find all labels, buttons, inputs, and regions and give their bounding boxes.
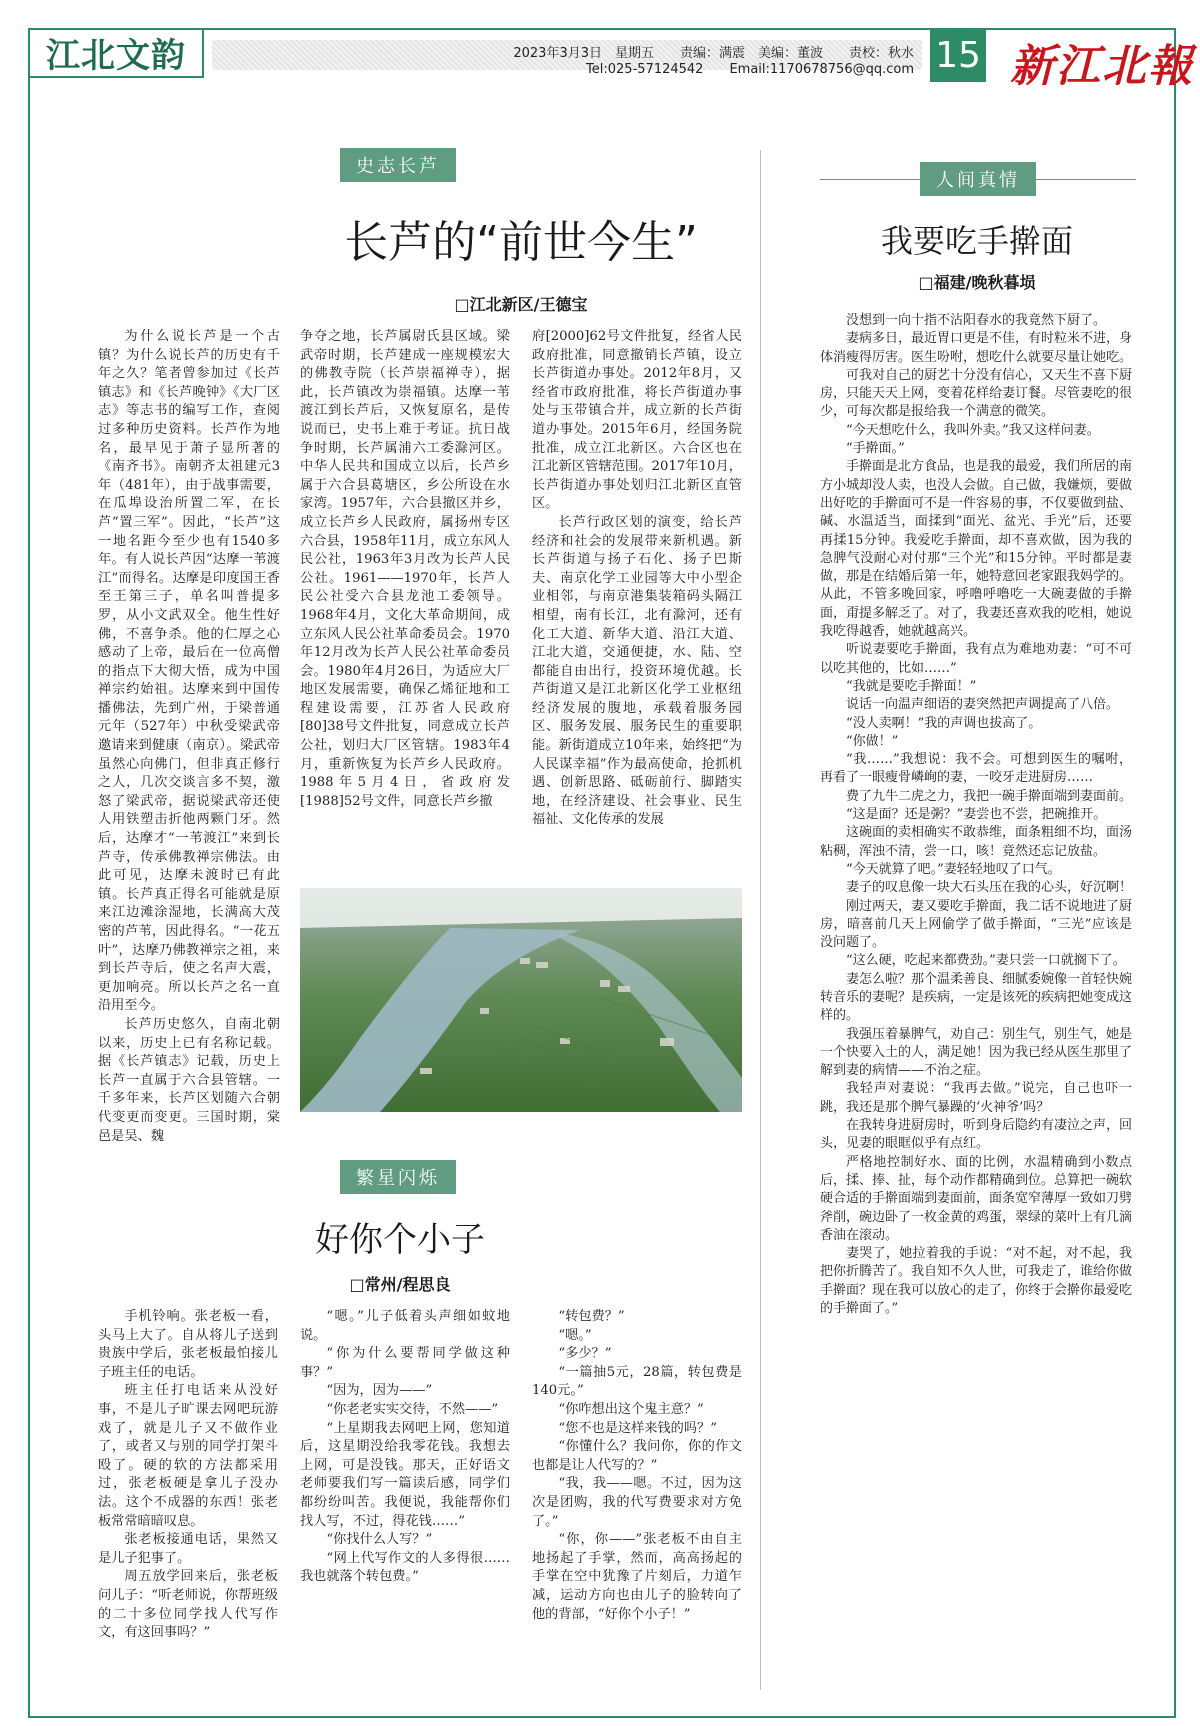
article2-paragraph: 妻怎么啦？那个温柔善良、细腻委婉像一首轻快婉转音乐的妻呢？是疾病，一定是该死的疾病把她变成这样的。 xyxy=(820,971,1133,1024)
section-box xyxy=(30,28,204,78)
article2-paragraph: 妻病多日，最近胃口更是不佳，有时粒米不进，身体消瘦得厉害。医生吩咐，想吃什么就要尽量让她吃。 xyxy=(820,331,1133,365)
article3-column-3 xyxy=(532,1308,742,1698)
article2-paragraph: “这是面？还是粥？”妻尝也不尝，把碗推开。 xyxy=(846,807,1107,823)
article3-column-label: 繁星闪烁 xyxy=(340,1160,456,1194)
article3-column-tag xyxy=(340,1160,456,1194)
article2-column-tag xyxy=(820,162,1136,196)
article2-paragraph: “这么硬，吃起来都费劲。”妻只尝一口就搁下了。 xyxy=(846,953,1126,969)
article2-paragraph: “手擀面。” xyxy=(846,441,905,457)
article2-paragraph: 在我转身进厨房时，听到身后隐约有凄泣之声，回头，见妻的眼眶似乎有点红。 xyxy=(820,1118,1133,1152)
article3-title: 好你个小子 xyxy=(315,1220,485,1260)
article2-paragraph: 刚过两天，妻又要吃手擀面，我二话不说地进了厨房，暗喜前几天上网偷学了做手擀面，“三光”应该是没问题了。 xyxy=(820,898,1133,951)
aerial-photo-illustration xyxy=(300,888,742,1112)
article1-column-tag xyxy=(340,148,456,182)
section-title: 江北文韵 xyxy=(46,35,186,76)
article1-title: 长芦的“前世今生” xyxy=(344,217,698,268)
article1-column-3 xyxy=(532,328,742,858)
article3-paragraph: “因为，因为——” xyxy=(326,1383,433,1399)
article3-paragraph: “多少？” xyxy=(558,1346,612,1362)
article1-column-label: 史志长芦 xyxy=(340,148,456,182)
article1-column-2 xyxy=(300,328,510,858)
article3-paragraph: “上星期我去网吧上网，您知道后，这星期没给我零花钱。我想去上网，可是没钱。那天，正好语文老师要我们写一篇读后感，同学们都纷纷叫苦。我便说，我能帮你们找人写，不过，得花钱……” xyxy=(300,1420,510,1529)
article1-paragraph: 为什么说长芦是一个古镇？为什么说长芦的历史有千年之久？笔者曾参加过《长芦镇志》和《长芦晚钟》《大厂区志》等志书的编写工作，查阅过多种历史资料。长芦作为地名，最早见于萧子显所著的《南齐书》。南朝齐太祖建元3年（481年），由于战事需要，在瓜埠设治所置二军，在长芦“置三军”。因此，“长芦”这一地名距今至少也有1540多年。有人说长芦因“达摩一苇渡江”而得名。达摩是印度国王香至王第三子，单名叫普提多罗，从小文武双全。他生性好佛，不喜争杀。他的仁厚之心感动了上帝，最后在一位高僧的指点下大彻大悟，成为中国禅宗约始祖。达摩来到中国传播佛法，先到广州，于梁普通元年（527年）中秋受梁武帝邀请来到健康（南京）。梁武帝虽然心向佛门，但非真正修行之人，几次交谈言多不契，激怒了梁武帝，据说梁武帝还使人用铁塑击折他两颗门牙。然后，达摩才“一苇渡江”来到长芦寺，传承佛教禅宗佛法。由此可见，达摩未渡时已有此镇。长芦真正得名可能就是原来江边滩涂湿地，长满高大茂密的芦苇，因此得名。“一花五叶”，达摩乃佛教禅宗之祖，来到长芦寺后，使之名声大震，更加响亮。所以长芦之名一直沿用至今。 xyxy=(98,329,280,1014)
page-number-box xyxy=(930,28,986,82)
article1-column-1 xyxy=(98,328,280,1144)
article2-paragraph: 可我对自己的厨艺十分没有信心，又天生不喜下厨房，只能天天上网，变着花样给妻订餐。尽管妻吃的很少，可每次都是报给我一个满意的微笑。 xyxy=(820,367,1133,420)
article2-paragraph: 没想到一向十指不沾阳春水的我竟然下厨了。 xyxy=(846,313,1107,328)
aerial-river-photo xyxy=(300,888,742,1112)
article2-paragraph: 听说妻要吃手擀面，我有点为难地劝妻：“可不可以吃其他的，比如……” xyxy=(820,642,1132,676)
tag-rule-left xyxy=(820,179,920,180)
tag-rule-right xyxy=(1036,179,1136,180)
issue-date-editors: 2023年3月3日 星期五 责编：满震 美编：董波 责校：秋水 xyxy=(513,46,914,61)
article2-paragraph: 这碗面的卖相确实不敢恭维，面条粗细不均，面汤粘稠，浑浊不清，尝一口，咳！竟然还忘记放盐。 xyxy=(820,825,1133,859)
article3-paragraph: “你，你——”张老板不由自主地扬起了手掌，然而，高高扬起的手掌在空中犹豫了片刻后，力道乍减，运动方向也由儿子的脸转向了他的背部，“好你个小子！” xyxy=(532,1532,742,1622)
header-meta-bar xyxy=(212,40,922,77)
article3-paragraph: 手机铃响。张老板一看，头马上大了。自从将儿子送到贵族中学后，张老板最怕接儿子班主任的电话。 xyxy=(98,1309,278,1380)
article3-paragraph: “嗯。” xyxy=(558,1327,592,1343)
article1-paragraph: 争夺之地，长芦属尉氏县区域。梁武帝时期，长芦建成一座规模宏大的佛教寺院（长芦崇福禅寺），据此，长芦镇改为崇福镇。达摩一苇渡江到长芦后，又恢复原名，是传说而已，史书上难于考证。抗日战争时期，长芦属浦六工委滁河区。中华人民共和国成立以后，长芦乡属于六合县葛塘区，乡公所设在水家湾。1957年，六合县撤区并乡，成立长芦乡人民政府，属扬州专区六合县，1958年11月，成立东风人民公社，1963年3月改为长芦人民公社。1961——1970年，长芦人民公社受六合县龙池工委领导。1968年4月，文化大革命期间，成立东风人民公社革命委员会。1970年12月改为长芦人民公社革命委员会。1980年4月26日，为适应大厂地区发展需要，确保乙烯征地和工程建设需要，江苏省人民政府[80]38号文件批复，同意成立长芦公社，划归大厂区管辖。1983年4月，重新恢复为长芦乡人民政府。1988年5月4日，省政府发[1988]52号文件，同意长芦乡撤 xyxy=(300,329,510,809)
article3-paragraph: “你咋想出这个鬼主意？” xyxy=(558,1401,704,1417)
article2-paragraph: 说话一向温声细语的妻突然把声调提高了八倍。 xyxy=(846,697,1120,713)
article2-title: 我要吃手擀面 xyxy=(880,222,1073,260)
article2-paragraph: 严格地控制好水、面的比例，水温精确到小数点后，揉、捧、扯，每个动作都精确到位。总算把一碗软硬合适的手擀面端到妻面前，面条宽窄薄厚一致如刀劈斧削，碗边卧了一枚金黄的鸡蛋，翠绿的菜叶上有几滴香油在滚动。 xyxy=(820,1154,1133,1243)
article2-paragraph: “我就是要吃手擀面！” xyxy=(846,678,977,694)
article3-paragraph: “你找什么人写？” xyxy=(326,1532,433,1548)
article3-column-2 xyxy=(300,1308,510,1698)
column-divider xyxy=(760,150,761,1690)
article1-paragraph: 长芦行政区划的演变，给长芦经济和社会的发展带来新机遇。新长芦街道与扬子石化、扬子巴斯夫、南京化学工业园等大中小型企业相邻，与南京港集装箱码头隔江相望，南有长江，北有滁河，还有化工大道、新华大道、沿江大道、江北大道，交通便捷，水、陆、空都能自由出行，投资环境优越。长芦街道又是江北新区化学工业枢纽经济发展的腹地，承载着服务园区、服务发展、服务民生的重要职能。新街道成立10年来，始终把“为人民谋幸福”作为最高使命，抢抓机遇、创新思路、砥砺前行、脚踏实地，在经济建设、社会事业、民生福祉、文化传承的发展 xyxy=(532,514,742,828)
article2-paragraph: “我……”我想说：我不会。可想到医生的嘱咐，再看了一眼瘦骨嶙峋的妻，一咬牙走进厨房…… xyxy=(820,752,1132,786)
article2-body xyxy=(820,312,1132,1698)
article3-paragraph: “你老老实实交待，不然——” xyxy=(326,1401,499,1417)
article1-byline: □江北新区/王德宝 xyxy=(454,295,588,314)
article3-paragraph: 周五放学回来后，张老板问儿子：“听老师说，你帮班级的二十多位同学找人代写作文，有这回事吗？” xyxy=(98,1569,278,1641)
article3-paragraph: “一篇抽5元，28篇，转包费是140元。” xyxy=(532,1364,742,1399)
article3-column-1 xyxy=(98,1308,278,1698)
page-header xyxy=(30,28,1194,92)
article2-column-label: 人间真情 xyxy=(920,162,1036,196)
article1-paragraph: 府[2000]62号文件批复，经省人民政府批准，同意撤销长芦镇，设立长芦街道办事处。2012年8月，又经省市政府批准，将长芦街道办事处与玉带镇合并，成立新的长芦街道办事处。2015年6月，经国务院批准，成立江北新区。六合区也在江北新区管辖范围。2017年10月，长芦街道办事处划归江北新区直管区。 xyxy=(532,329,742,512)
article2-paragraph: 妻哭了，她拉着我的手说：“对不起，对不起，我把你折腾苦了。我自知不久人世，可我走了，谁给你做手擀面？现在我可以放心的走了，你终于会擀你最爱吃的手擀面了。” xyxy=(820,1246,1133,1317)
article3-paragraph: “您不也是这样来钱的吗？” xyxy=(558,1420,717,1436)
article3-paragraph: “转包费？” xyxy=(558,1309,625,1324)
newspaper-masthead: 新江北報 xyxy=(1010,41,1194,92)
article3-paragraph: “嗯。”儿子低着头声细如蚊地说。 xyxy=(300,1309,510,1343)
article2-paragraph: “你做！” xyxy=(846,733,899,749)
article3-paragraph: 张老板接通电话，果然又是儿子犯事了。 xyxy=(98,1532,278,1566)
article2-byline: □福建/晚秋暮埙 xyxy=(918,273,1036,292)
article2-paragraph: “没人卖啊！”我的声调也拔高了。 xyxy=(846,715,1042,731)
page-number: 15 xyxy=(935,34,981,76)
article2-paragraph: 手擀面是北方食品，也是我的最爱，我们所居的南方小城却没人卖，也没人会做。自己做，我嫌烦，要做出好吃的手擀面可不是一件容易的事，不仅要做到盐、碱、水温适当，面揉到“面光、盆光、手光”后，还要再揉15分钟。我爱吃手擀面，却不喜欢做，因为我的急脾气没耐心对付那“三个光”和15分钟。平时都是妻做，那是在结婚后第一年，她特意回老家跟我妈学的。从此，不管多晚回家，呼噜呼噜吃一大碗妻做的手擀面，甭提多解乏了。对了，我妻还喜欢我的吃相，她说我吃得越香，她就越高兴。 xyxy=(820,459,1133,640)
article2-paragraph: “今天就算了吧。”妻轻轻地叹了口气。 xyxy=(846,861,1061,877)
article3-paragraph: “你懂什么？我问你，你的作文也都是让人代写的？” xyxy=(532,1439,742,1473)
article1-paragraph: 长芦历史悠久，自南北朝以来，历史上已有名称记载。据《长芦镇志》记载，历史上长芦一直属于六合县管辖。一千多年来，长芦区划随六合朝代变更而变更。三国时期，棠邑是吴、魏 xyxy=(98,1016,280,1144)
article3-byline: □常州/程思良 xyxy=(349,1275,451,1294)
article2-paragraph: 费了九牛二虎之力，我把一碗手擀面端到妻面前。 xyxy=(846,788,1133,804)
article3-paragraph: “我，我——嗯。不过，因为这次是团购，我的代写费要求对方免了。” xyxy=(532,1476,742,1529)
article3-paragraph: 班主任打电话来从没好事，不是儿子旷课去网吧玩游戏了，就是儿子又不做作业了，或者又与别的同学打架斗殴了。硬的软的方法都采用过，张老板硬是拿儿子没办法。这个不成器的东西！张老板常常暗暗叹息。 xyxy=(98,1383,278,1529)
article2-paragraph: 我强压着暴脾气，劝自己：别生气，别生气，她是一个快要入土的人，满足她！因为我已经从医生那里了解到妻的病情——不治之症。 xyxy=(820,1026,1133,1079)
article2-paragraph: “今天想吃什么，我叫外卖。”我又这样问妻。 xyxy=(846,422,1100,438)
article3-paragraph: “网上代写作文的人多得很……我也就落个转包费。” xyxy=(300,1550,510,1585)
article3-paragraph: “你为什么要帮同学做这种事？” xyxy=(300,1346,510,1380)
contact-info: Tel:025-57124542 Email:1170678756@qq.com xyxy=(586,62,914,77)
article2-paragraph: 妻子的叹息像一块大石头压在我的心头，好沉啊！ xyxy=(846,880,1133,896)
article2-paragraph: 我轻声对妻说：“我再去做。”说完，自己也吓一跳，我还是那个脾气暴躁的‘火神爷’吗？ xyxy=(820,1081,1132,1115)
